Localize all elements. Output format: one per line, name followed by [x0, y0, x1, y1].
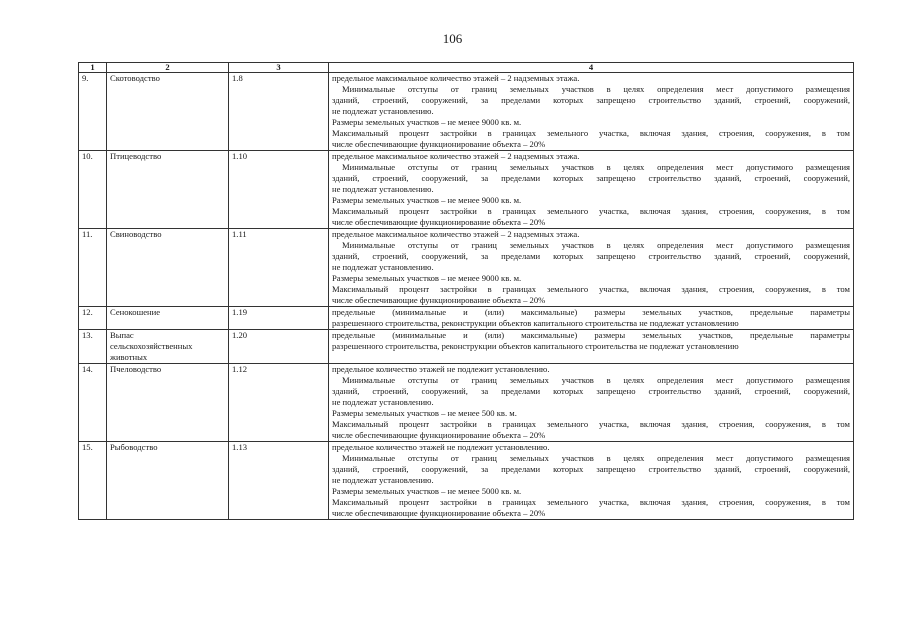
parameters-text: [329, 442, 854, 520]
parameters-line: числе обеспечивающие функционирование объекта – 20%: [332, 139, 546, 149]
parameters-line: Максимальный процент застройки в границах земельного участка, включая здания, строения, сооружения, в том: [332, 497, 850, 507]
parameters-line: Минимальные отступы от границ земельных участков в целях определения мест допустимого размещения: [342, 375, 850, 385]
parameters-line: Максимальный процент застройки в границах земельного участка, включая здания, строения, сооружения, в том: [332, 284, 850, 294]
parameters-line: зданий, строений, сооружений, за пределами которых запрещено строительство зданий, строений, сооружений,: [332, 173, 850, 183]
header-row: [79, 63, 854, 73]
land-use-name: [107, 151, 229, 229]
parameters-text: [329, 307, 854, 330]
land-use-code: 1.10: [229, 151, 329, 229]
land-use-name: [107, 229, 229, 307]
land-use-name-line: Птицеводство: [110, 151, 162, 161]
land-use-name: [107, 307, 229, 330]
parameters-line: предельные (минимальные и (или) максимальные) размеры земельных участков, предельные параметры: [332, 330, 850, 340]
parameters-text: [329, 73, 854, 151]
parameters-line: зданий, строений, сооружений, за пределами которых запрещено строительство зданий, строений, сооружений,: [332, 95, 850, 105]
parameters-line: числе обеспечивающие функционирование объекта – 20%: [332, 217, 546, 227]
parameters-line: не подлежат установлению.: [332, 184, 434, 194]
table-row: [79, 330, 854, 364]
parameters-line: Максимальный процент застройки в границах земельного участка, включая здания, строения, сооружения, в том: [332, 419, 850, 429]
parameters-line: зданий, строений, сооружений, за пределами которых запрещено строительство зданий, строений, сооружений,: [332, 386, 850, 396]
header-col-3: 3: [229, 63, 329, 73]
parameters-text: [329, 151, 854, 229]
land-use-code: 1.13: [229, 442, 329, 520]
land-use-name: [107, 364, 229, 442]
parameters-line: не подлежат установлению.: [332, 475, 434, 485]
table-header: [79, 63, 854, 73]
land-use-code: 1.8: [229, 73, 329, 151]
land-use-code: 1.20: [229, 330, 329, 364]
land-use-table: [78, 62, 854, 520]
parameters-line: предельные (минимальные и (или) максимальные) размеры земельных участков, предельные параметры: [332, 307, 850, 317]
table-body: [79, 73, 854, 520]
parameters-line: Размеры земельных участков – не менее 9000 кв. м.: [332, 273, 522, 283]
parameters-line: Минимальные отступы от границ земельных участков в целях определения мест допустимого размещения: [342, 240, 850, 250]
parameters-line: числе обеспечивающие функционирование объекта – 20%: [332, 430, 546, 440]
land-use-name-line: Пчеловодство: [110, 364, 162, 374]
parameters-line: Размеры земельных участков – не менее 9000 кв. м.: [332, 195, 522, 205]
header-col-1: 1: [79, 63, 107, 73]
parameters-line: разрешенного строительства, реконструкции объектов капитального строительства не подлежат установлению: [332, 341, 739, 351]
parameters-line: Минимальные отступы от границ земельных участков в целях определения мест допустимого размещения: [342, 84, 850, 94]
land-use-code: 1.19: [229, 307, 329, 330]
header-col-4: 4: [329, 63, 854, 73]
table-row: [79, 229, 854, 307]
parameters-line: зданий, строений, сооружений, за пределами которых запрещено строительство зданий, строений, сооружений,: [332, 464, 850, 474]
land-use-name-line: Сенокошение: [110, 307, 161, 317]
land-use-name-line: сельскохозяйственных: [110, 341, 193, 351]
table-row: [79, 151, 854, 229]
parameters-text: [329, 229, 854, 307]
parameters-line: не подлежат установлению.: [332, 106, 434, 116]
parameters-line: зданий, строений, сооружений, за пределами которых запрещено строительство зданий, строений, сооружений,: [332, 251, 850, 261]
row-number: 15.: [79, 442, 107, 520]
parameters-line: предельное максимальное количество этажей – 2 надземных этажа.: [332, 73, 580, 83]
row-number: 14.: [79, 364, 107, 442]
row-number: 9.: [79, 73, 107, 151]
table-row: [79, 73, 854, 151]
land-use-name: [107, 330, 229, 364]
table-row: [79, 364, 854, 442]
parameters-line: Максимальный процент застройки в границах земельного участка, включая здания, строения, сооружения, в том: [332, 128, 850, 138]
land-use-name-line: Скотоводство: [110, 73, 160, 83]
parameters-line: числе обеспечивающие функционирование объекта – 20%: [332, 295, 546, 305]
parameters-line: не подлежат установлению.: [332, 397, 434, 407]
parameters-line: предельное максимальное количество этажей – 2 надземных этажа.: [332, 151, 580, 161]
table-row: [79, 442, 854, 520]
parameters-line: Размеры земельных участков – не менее 500 кв. м.: [332, 408, 517, 418]
parameters-line: разрешенного строительства, реконструкции объектов капитального строительства не подлежат установлению: [332, 318, 739, 328]
land-use-name-line: Свиноводство: [110, 229, 162, 239]
page-number: 106: [442, 31, 463, 46]
parameters-line: Минимальные отступы от границ земельных участков в целях определения мест допустимого размещения: [342, 453, 850, 463]
land-use-name-line: Рыбоводство: [110, 442, 158, 452]
land-use-code: 1.11: [229, 229, 329, 307]
parameters-line: Минимальные отступы от границ земельных участков в целях определения мест допустимого размещения: [342, 162, 850, 172]
parameters-line: Размеры земельных участков – не менее 5000 кв. м.: [332, 486, 522, 496]
parameters-text: [329, 330, 854, 364]
parameters-text: [329, 364, 854, 442]
row-number: 10.: [79, 151, 107, 229]
header-col-2: 2: [107, 63, 229, 73]
parameters-line: числе обеспечивающие функционирование объекта – 20%: [332, 508, 546, 518]
parameters-line: Максимальный процент застройки в границах земельного участка, включая здания, строения, сооружения, в том: [332, 206, 850, 216]
land-use-name-line: животных: [110, 352, 148, 362]
parameters-line: не подлежат установлению.: [332, 262, 434, 272]
parameters-line: предельное количество этажей не подлежит установлению.: [332, 442, 550, 452]
parameters-line: Размеры земельных участков – не менее 9000 кв. м.: [332, 117, 522, 127]
row-number: 12.: [79, 307, 107, 330]
land-use-name: [107, 73, 229, 151]
row-number: 13.: [79, 330, 107, 364]
table-row: [79, 307, 854, 330]
land-use-code: 1.12: [229, 364, 329, 442]
parameters-line: предельное максимальное количество этажей – 2 надземных этажа.: [332, 229, 580, 239]
row-number: 11.: [79, 229, 107, 307]
parameters-line: предельное количество этажей не подлежит установлению.: [332, 364, 550, 374]
land-use-name-line: Выпас: [110, 330, 134, 340]
land-use-name: [107, 442, 229, 520]
